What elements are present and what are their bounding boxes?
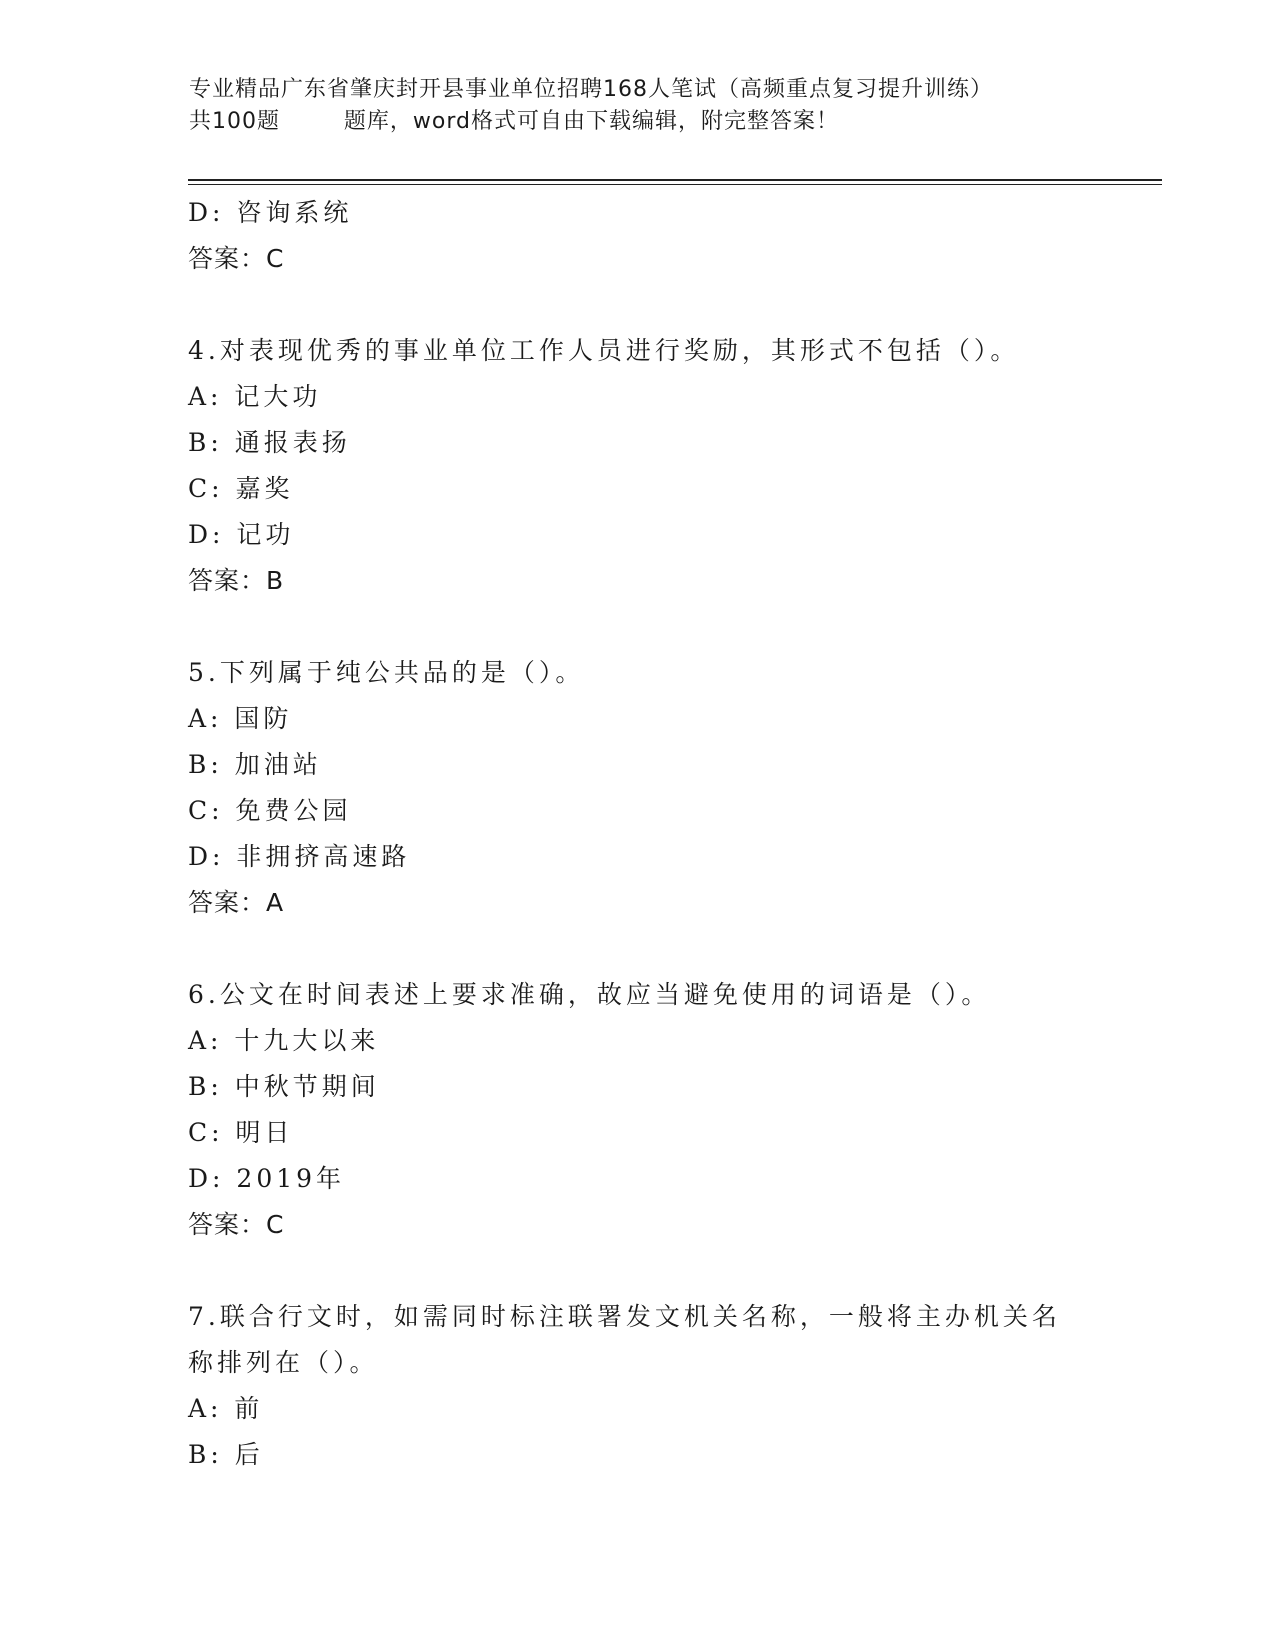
option-b: B: 后 — [188, 1440, 264, 1469]
question-4 — [188, 328, 1088, 604]
option-a: A: 前 — [188, 1394, 264, 1423]
question-text: 6.公文在时间表述上要求准确，故应当避免使用的词语是（）。 — [188, 980, 991, 1009]
answer-line: 答案：C — [188, 244, 285, 273]
answer-line: 答案：C — [188, 1210, 285, 1239]
document-header — [189, 74, 1089, 138]
header-title: 专业精品广东省肇庆封开县事业单位招聘168人笔试（高频重点复习提升训练） — [189, 77, 993, 102]
option-a: A: 国防 — [188, 704, 293, 733]
option-b: B: 通报表扬 — [188, 428, 351, 457]
option-b: B: 中秋节期间 — [188, 1072, 380, 1101]
option-d: D: 咨询系统 — [188, 198, 353, 227]
question-list — [188, 190, 1088, 1478]
question-text: 5.下列属于纯公共品的是（）。 — [188, 658, 585, 687]
option-a: A: 十九大以来 — [188, 1026, 380, 1055]
option-c: C: 免费公园 — [188, 796, 352, 825]
question-text-line-2: 称排列在（）。 — [188, 1348, 379, 1377]
question-fragment-3 — [188, 190, 1088, 282]
option-d: D: 2019年 — [188, 1164, 346, 1193]
answer-line: 答案：A — [188, 888, 285, 917]
option-a: A: 记大功 — [188, 382, 322, 411]
header-divider-thin — [188, 184, 1162, 185]
option-d: D: 非拥挤高速路 — [188, 842, 411, 871]
question-text-line-1: 7.联合行文时，如需同时标注联署发文机关名称，一般将主办机关名 — [188, 1302, 1061, 1331]
header-subtitle: 共100题 题库，word格式可自由下载编辑，附完整答案！ — [189, 109, 840, 134]
question-text: 4.对表现优秀的事业单位工作人员进行奖励，其形式不包括（）。 — [188, 336, 1020, 365]
header-divider-thick — [188, 179, 1162, 181]
option-b: B: 加油站 — [188, 750, 322, 779]
question-6 — [188, 972, 1088, 1248]
option-c: C: 嘉奖 — [188, 474, 294, 503]
option-c: C: 明日 — [188, 1118, 294, 1147]
question-5 — [188, 650, 1088, 926]
question-7 — [188, 1294, 1088, 1478]
answer-line: 答案：B — [188, 566, 285, 595]
option-d: D: 记功 — [188, 520, 295, 549]
